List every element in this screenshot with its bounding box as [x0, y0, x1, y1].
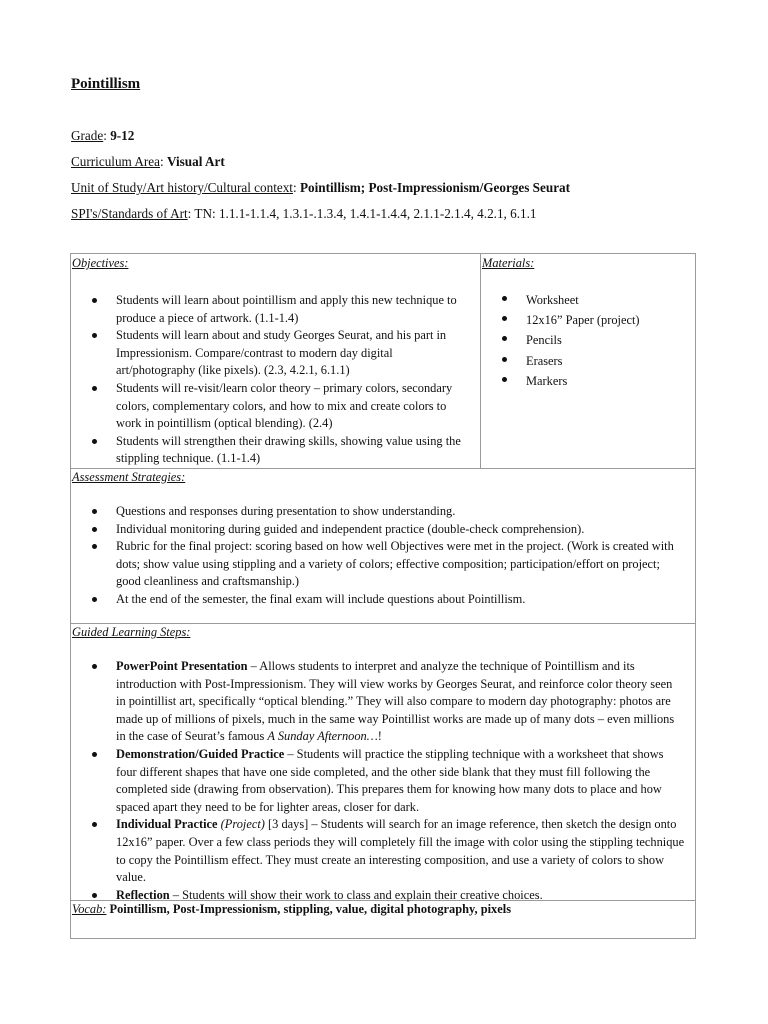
curriculum-label: Curriculum Area — [71, 154, 160, 169]
item-text: [3 days] – Students will search for an image reference, then sketch the design onto 12x16” paper. Over a few class periods they will completely fill the image with color using the stippling technique to copy the Pointillism effect. They must create an interesting composition, and use a variety of colors to show value. — [116, 817, 685, 885]
list-item — [71, 816, 685, 886]
objectives-list — [71, 292, 471, 468]
page-title: Pointillism — [71, 76, 141, 92]
item-italic: (Project) — [217, 817, 265, 832]
lesson-plan-table — [70, 253, 696, 939]
item-text: – Students will practice the stippling technique with a worksheet that shows four different shapes that have one side completed, and the other side blank that they must fill following the completed side (drawing from observation). This prepares them for knowing how many dots to place and how spaced apart they need to be for lighter areas, closer for dark. — [116, 746, 664, 814]
vocab-line — [72, 902, 511, 917]
list-item: 12x16” Paper (project) — [481, 310, 695, 330]
assessment-heading: Assessment Strategies: — [72, 470, 186, 484]
item-lead: Individual Practice — [116, 817, 218, 832]
unit-value: Pointillism; Post-Impressionism/Georges Seurat — [299, 180, 571, 195]
unit-label: Unit of Study/Art history/Cultural context — [71, 180, 293, 195]
vocab-label: Vocab: — [72, 902, 107, 916]
spi-value: TN: 1.1.1-1.1.4, 1.3.1-.1.3.4, 1.4.1-1.4.4, 2.1.1-2.1.4, 4.2.1, 6.1.1 — [194, 206, 537, 221]
item-italic: A Sunday Afternoon… — [267, 729, 378, 744]
grade-line: Grade: 9-12 — [71, 128, 135, 143]
grade-label: Grade — [71, 128, 104, 143]
list-item: Rubric for the final project: scoring based on how well Objectives were met in the project. (Work is created with dots; show value using stippling and a variety of colors; effective composition; participation/effort on project; good cleanliness and craftsmanship.) — [71, 538, 683, 591]
list-item — [71, 658, 685, 746]
list-item — [71, 746, 685, 816]
list-item: Students will learn about pointillism and apply this new technique to produce a piece of artwork. (1.1-1.4) — [71, 292, 471, 327]
list-item: Worksheet — [481, 290, 695, 310]
list-item: Erasers — [481, 351, 695, 371]
list-item: Questions and responses during presentation to show understanding. — [71, 503, 683, 521]
grade-value: 9-12 — [110, 128, 135, 143]
item-lead: Demonstration/Guided Practice — [116, 746, 285, 761]
objectives-heading: Objectives: — [72, 256, 129, 270]
list-item: Students will learn about and study Georges Seurat, and his part in Impressionism. Compare/contrast to modern day digital art/photography (like pixels). (2.3, 4.2.1, 6.1.1) — [71, 327, 471, 380]
curriculum-value: Visual Art — [166, 154, 225, 169]
spi-label: SPI's/Standards of Art — [71, 206, 188, 221]
item-text: – Students will show their work to class and explain their creative choices. — [169, 887, 543, 902]
row-divider — [71, 468, 695, 469]
item-lead: Reflection — [116, 887, 170, 902]
unit-line: Unit of Study/Art history/Cultural context: Pointillism; Post-Impressionism/Georges Seurat — [71, 180, 571, 195]
row-divider — [71, 623, 695, 624]
curriculum-line: Curriculum Area: Visual Art — [71, 154, 225, 169]
materials-list — [481, 290, 695, 391]
spi-line: SPI's/Standards of Art: TN: 1.1.1-1.1.4, 1.3.1-.1.3.4, 1.4.1-1.4.4, 2.1.1-2.1.4, 4.2.1, 6.1.1 — [71, 206, 537, 221]
vocab-value: Pointillism, Post-Impressionism, stippling, value, digital photography, pixels — [109, 902, 512, 916]
list-item: Markers — [481, 371, 695, 391]
materials-heading: Materials: — [482, 256, 535, 270]
guided-heading: Guided Learning Steps: — [72, 625, 191, 639]
list-item: Individual monitoring during guided and independent practice (double-check comprehension). — [71, 521, 683, 539]
item-lead: PowerPoint Presentation — [116, 659, 248, 673]
list-item: Students will strengthen their drawing skills, showing value using the stippling technique. (1.1-1.4) — [71, 433, 471, 468]
assessment-list — [71, 503, 683, 609]
guided-list — [71, 658, 685, 904]
item-text: – Allows students to interpret and analyze the technique of Pointillism and its introduction with Post-Impressionism. They will view works by Georges Seurat, and reinforce color theory seen in pointillist art, specifically “optical blending.” They will also compare to modern day photography: photos are made up of millions of pixels, much in the same way Pointillist works are made up of many dots – even millions in the case of Seurat’s famous — [116, 659, 675, 744]
list-item: Pencils — [481, 330, 695, 350]
item-end: ! — [377, 729, 382, 744]
list-item: Students will re-visit/learn color theory – primary colors, secondary colors, complementary colors, and how to mix and create colors to work in pointillism (optical blending). (2.4) — [71, 380, 471, 433]
list-item: At the end of the semester, the final exam will include questions about Pointillism. — [71, 591, 683, 609]
